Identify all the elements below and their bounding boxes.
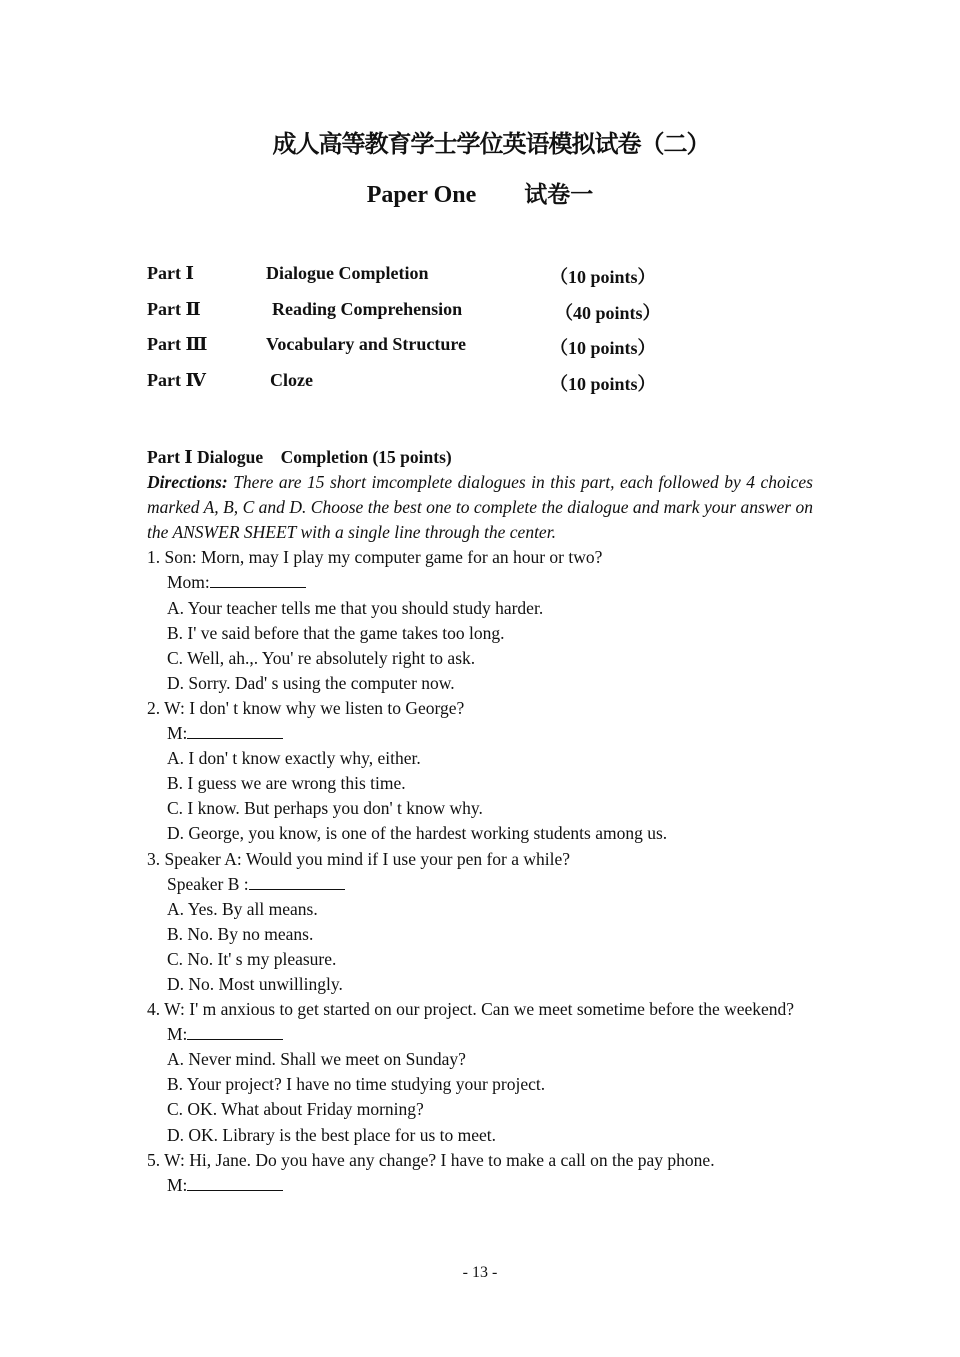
answer-blank: [249, 875, 345, 890]
toc-name: Dialogue Completion: [266, 263, 429, 283]
answer-option: C. I know. But perhaps you don' t know why.: [167, 798, 483, 819]
speaker-label: M:: [167, 1024, 188, 1045]
toc-part: Part Ⅳ: [147, 370, 206, 390]
answer-option: A. I don' t know exactly why, either.: [167, 748, 421, 769]
answer-option: A. Yes. By all means.: [167, 898, 318, 919]
toc-part: Part Ⅰ: [147, 263, 194, 283]
toc-name: Vocabulary and Structure: [266, 334, 467, 354]
response-line: [147, 570, 813, 595]
question: [147, 997, 813, 1148]
speaker-label: M:: [167, 1174, 188, 1195]
question-prompt: 5. W: Hi, Jane. Do you have any change? I have to make a call on the pay phone.: [147, 1149, 715, 1170]
question: [147, 1148, 813, 1198]
question-list: [147, 545, 813, 1197]
toc-points: （40 points）: [555, 303, 661, 323]
question-prompt: 1. Son: Morn, may I play my computer game for an hour or two?: [147, 547, 603, 568]
response-line: [147, 872, 813, 897]
speaker-label: Mom:: [167, 572, 210, 593]
directions: [147, 470, 813, 545]
answer-blank: [187, 724, 283, 739]
question-prompt: 4. W: I' m anxious to get started on our project. Can we meet sometime before the weekend?: [147, 999, 795, 1020]
toc-points: （10 points）: [550, 374, 656, 394]
answer-option: B. No. By no means.: [167, 923, 314, 944]
answer-option: D. Sorry. Dad' s using the computer now.: [167, 672, 455, 693]
answer-option: A. Your teacher tells me that you should study harder.: [167, 597, 544, 618]
toc-part: Part Ⅲ: [147, 334, 208, 354]
subtitle-cn: 试卷一: [524, 182, 594, 208]
speaker-label: Speaker B :: [167, 873, 249, 894]
answer-blank: [210, 573, 306, 588]
answer-blank: [187, 1025, 283, 1040]
question: [147, 545, 813, 696]
section-heading: Part Ⅰ Dialogue Completion (15 points): [147, 447, 452, 467]
question-prompt: 3. Speaker A: Would you mind if I use your pen for a while?: [147, 848, 571, 869]
subtitle-en: Paper One: [366, 182, 477, 208]
response-line: [147, 1173, 813, 1198]
question: [147, 847, 813, 998]
toc-part: Part Ⅱ: [147, 299, 201, 319]
page-subtitle: [0, 176, 960, 209]
answer-option: C. OK. What about Friday morning?: [167, 1099, 424, 1120]
answer-option: B. I' ve said before that the game takes too long.: [167, 622, 505, 643]
toc-name: Reading Comprehension: [272, 299, 463, 319]
directions-text: There are 15 short imcomplete dialogues in this part, each followed by 4 choices marked A, B, C and D. Choose the best one to complete the dialogue and mark your answer on the ANSWER SHEET with a single line through the center.: [147, 472, 813, 543]
toc-points: （10 points）: [550, 267, 656, 287]
answer-option: D. George, you know, is one of the hardest working students among us.: [167, 823, 668, 844]
toc-name: Cloze: [270, 370, 313, 390]
answer-blank: [187, 1176, 283, 1191]
question: [147, 696, 813, 847]
page-number: - 13 -: [462, 1264, 498, 1281]
toc-points: （10 points）: [550, 338, 656, 358]
speaker-label: M:: [167, 723, 188, 744]
answer-option: D. OK. Library is the best place for us to meet.: [167, 1124, 497, 1145]
question-prompt: 2. W: I don' t know why we listen to George?: [147, 697, 465, 718]
response-line: [147, 721, 813, 746]
section-body: [147, 445, 813, 1198]
answer-option: D. No. Most unwillingly.: [167, 973, 343, 994]
answer-option: C. Well, ah.,. You' re absolutely right to ask.: [167, 647, 476, 668]
page-title: 成人高等教育学士学位英语模拟试卷（二）: [272, 130, 710, 158]
directions-label: Directions:: [147, 472, 228, 493]
answer-option: C. No. It' s my pleasure.: [167, 948, 337, 969]
response-line: [147, 1022, 813, 1047]
answer-option: B. Your project? I have no time studying your project.: [167, 1074, 546, 1095]
answer-option: A. Never mind. Shall we meet on Sunday?: [167, 1049, 466, 1070]
answer-option: B. I guess we are wrong this time.: [167, 773, 406, 794]
